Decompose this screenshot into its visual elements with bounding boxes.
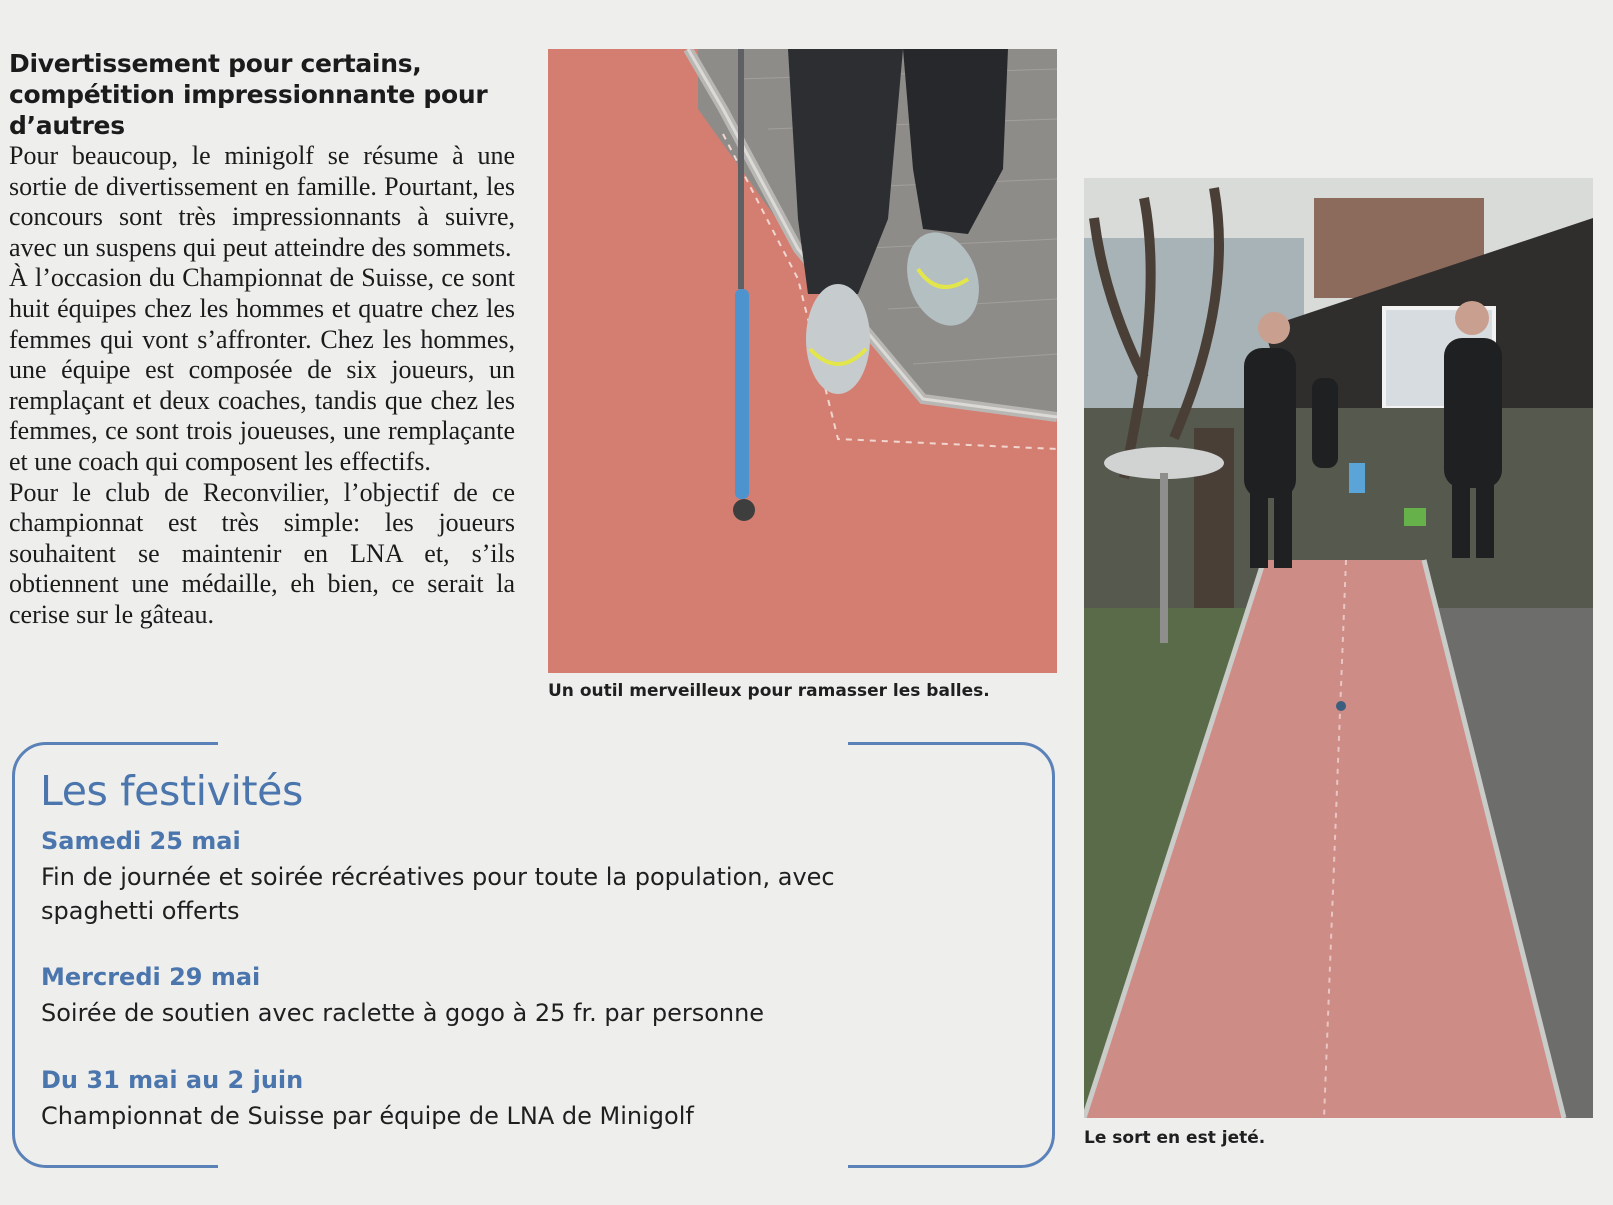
article [9,48,515,631]
festivities-frame-gap-bottom [218,1162,848,1172]
festivities-frame-gap-top [218,736,848,746]
article-headline: Divertissement pour certains, compétition impressionnante pour d’autres [9,49,488,140]
festivity-event [41,962,861,1030]
festivity-description: Soirée de soutien avec raclette à gogo à 25 fr. par personne [41,999,765,1027]
festivity-description: Fin de journée et soirée récréatives pour toute la population, avec spaghetti offerts [41,863,835,925]
photo-minigolf-lane [1084,178,1593,1118]
photo-caption-left: Un outil merveilleux pour ramasser les balles. [548,681,990,701]
article-paragraph: Pour le club de Reconvilier, l’objectif de ce championnat est très simple: les joueurs souhaitent se maintenir en LNA et, s’ils obtiennent une médaille, eh bien, ce serait la cerise sur le gâteau. [9,477,515,629]
photo-ball-picker [548,49,1057,673]
festivity-event [41,1065,861,1133]
festivity-event [41,826,861,928]
article-paragraph: À l’occasion du Championnat de Suisse, ce sont huit équipes chez les hommes et quatre chez les femmes qui vont s’affronter. Chez les hommes, une équipe est composée de six joueurs, un remplaçant et deux coaches, tandis que chez les femmes, ce sont trois joueuses, une remplaçante et une coach qui composent les effectifs. [9,263,515,476]
festivities-title: Les festivités [40,767,303,815]
ball-picker-photo-illustration [548,49,1057,673]
photo-caption-right: Le sort en est jeté. [1084,1128,1266,1148]
article-paragraph: Pour beaucoup, le minigolf se résume à une sortie de divertissement en famille. Pourtant, les concours sont très impressionnants à suivre, avec un suspens qui peut atteindre des sommets. [9,141,515,262]
festivity-date: Du 31 mai au 2 juin [41,1066,304,1094]
festivity-date: Mercredi 29 mai [41,963,261,991]
festivity-date: Samedi 25 mai [41,827,241,855]
festivity-description: Championnat de Suisse par équipe de LNA de Minigolf [41,1102,694,1130]
minigolf-lane-photo-illustration [1084,178,1593,1118]
